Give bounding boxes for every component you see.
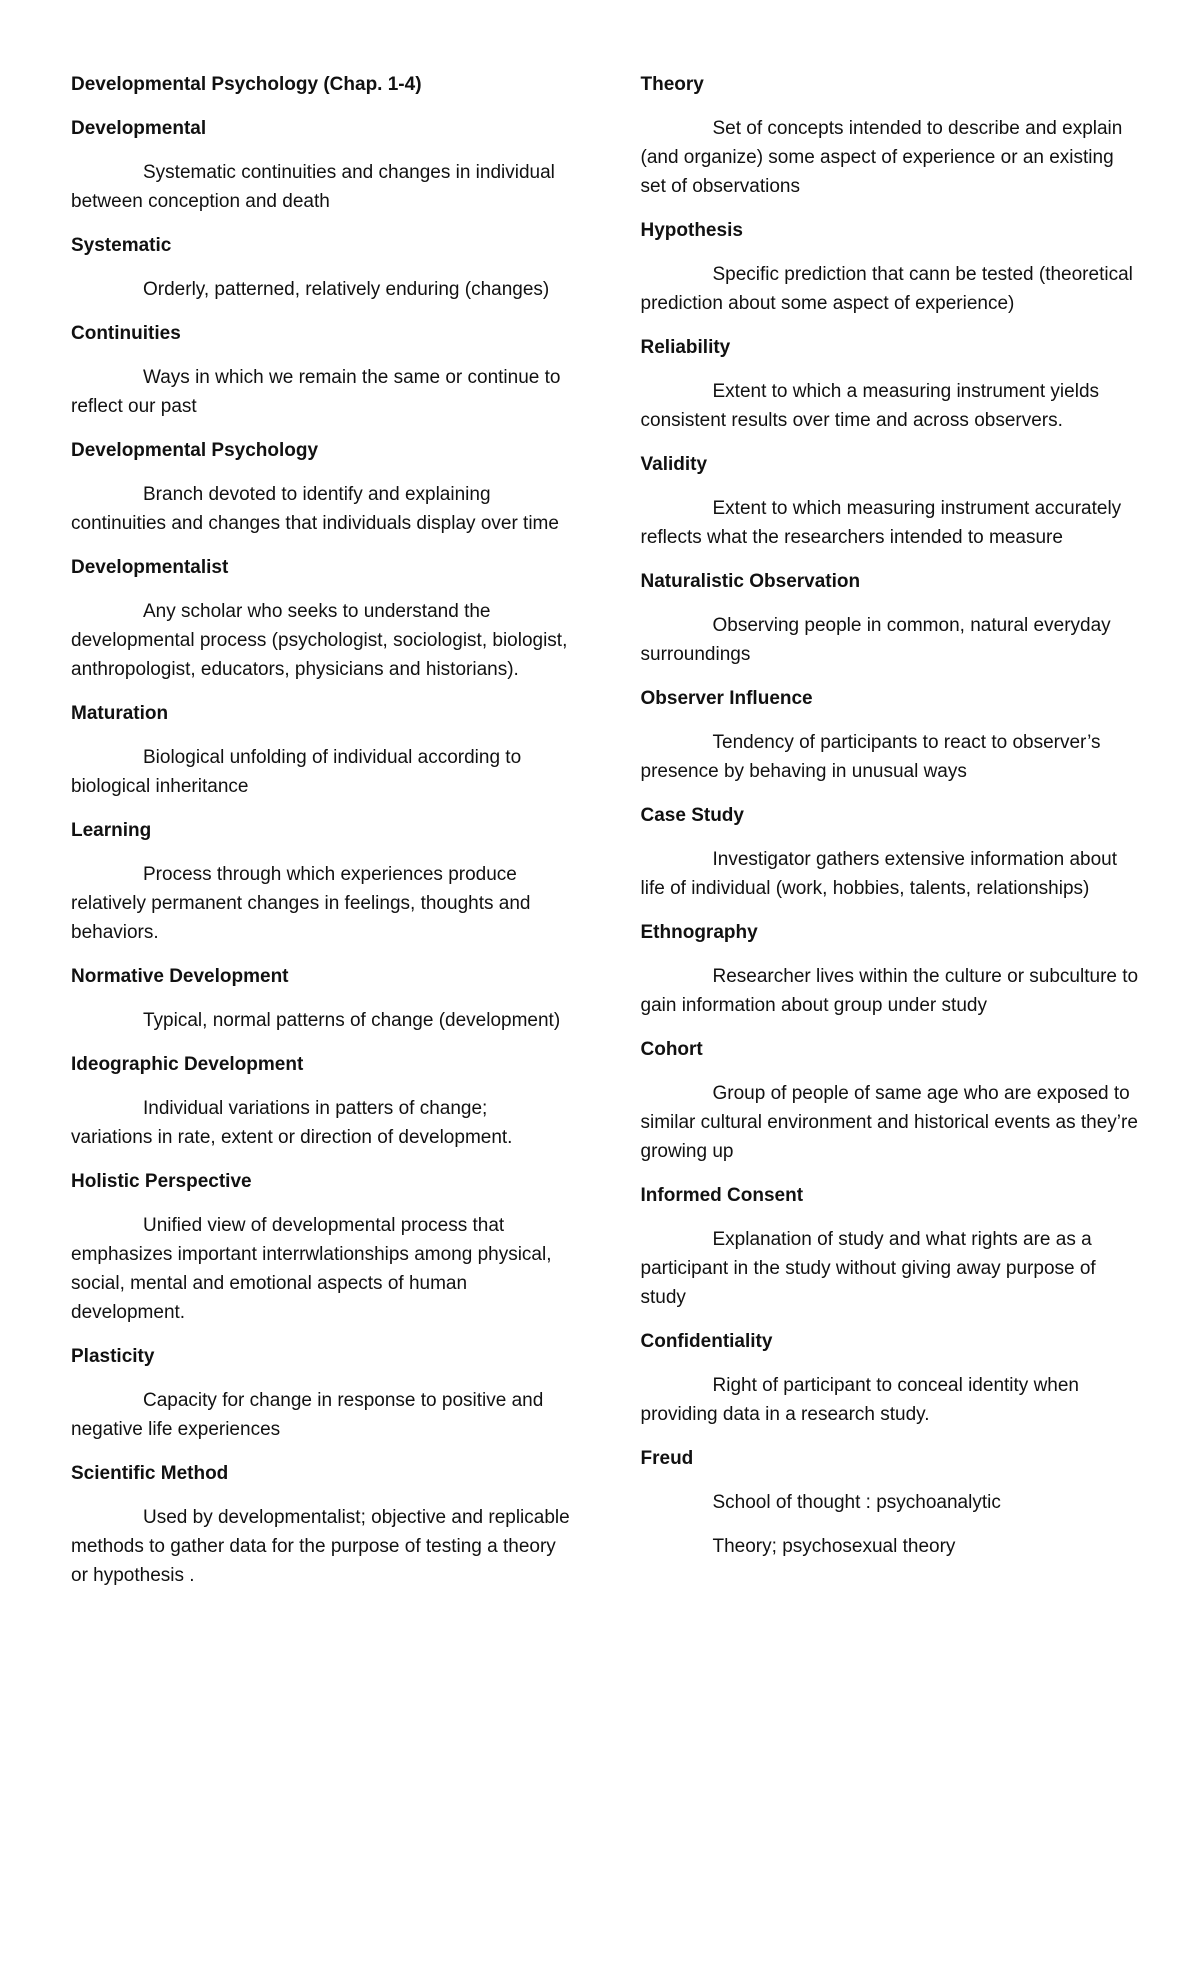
- term-heading: Developmental Psychology: [71, 440, 319, 461]
- term-definition: Individual variations in patters of change; variations in rate, extent or direction of development.: [71, 1098, 513, 1148]
- term-heading: Reliability: [640, 337, 731, 358]
- term-definition: Unified view of developmental process that emphasizes important interrwlationships among physical, social, mental and emotional aspects of human development.: [71, 1215, 552, 1323]
- glossary-entry-developmentalist: [71, 553, 571, 684]
- glossary-entry-developmental: [71, 114, 571, 216]
- term-heading: Developmentalist: [71, 557, 229, 578]
- right-column: [641, 70, 1141, 1976]
- term-definition: School of thought : psychoanalytic: [712, 1492, 1001, 1513]
- term-definition: Typical, normal patterns of change (development): [143, 1010, 561, 1031]
- glossary-entry-learning: [71, 816, 571, 947]
- term-heading: Case Study: [640, 805, 744, 826]
- term-definition: Investigator gathers extensive information about life of individual (work, hobbies, talents, relationships): [640, 849, 1118, 899]
- glossary-entry-ideographic-development: [71, 1050, 571, 1152]
- term-definition: Orderly, patterned, relatively enduring (changes): [143, 279, 550, 300]
- glossary-entry-continuities: [71, 319, 571, 421]
- term-definition: Branch devoted to identify and explaining continuities and changes that individuals display over time: [71, 484, 559, 534]
- term-heading: Validity: [640, 454, 708, 475]
- term-heading: Hypothesis: [640, 220, 743, 241]
- term-definition: Biological unfolding of individual according to biological inheritance: [71, 747, 522, 797]
- term-heading: Observer Influence: [640, 688, 813, 709]
- glossary-entry-scientific-method: [71, 1459, 571, 1590]
- glossary-entry-holistic-perspective: [71, 1167, 571, 1327]
- term-heading: Plasticity: [71, 1346, 155, 1367]
- glossary-entry-ethnography: [641, 918, 1141, 1020]
- glossary-entry-maturation: [71, 699, 571, 801]
- term-definition: Theory; psychosexual theory: [712, 1536, 956, 1557]
- term-definition: Observing people in common, natural everyday surroundings: [640, 615, 1111, 665]
- term-heading: Systematic: [71, 235, 172, 256]
- document-title: Developmental Psychology (Chap. 1-4): [71, 74, 422, 95]
- term-definition: Extent to which measuring instrument accurately reflects what the researchers intended to measure: [640, 498, 1122, 548]
- glossary-entry-naturalistic-observation: [641, 567, 1141, 669]
- term-definition: Group of people of same age who are exposed to similar cultural environment and historical events as they’re growing up: [640, 1083, 1138, 1162]
- glossary-entry-plasticity: [71, 1342, 571, 1444]
- term-heading: Theory: [640, 74, 704, 95]
- term-definition: Right of participant to conceal identity when providing data in a research study.: [640, 1375, 1079, 1425]
- term-heading: Informed Consent: [640, 1185, 804, 1206]
- term-definition: Set of concepts intended to describe and explain (and organize) some aspect of experience or an existing set of observations: [640, 118, 1123, 197]
- glossary-entry-normative-development: [71, 962, 571, 1035]
- term-definition: Used by developmentalist; objective and replicable methods to gather data for the purpose of testing a theory or hypothesis .: [71, 1507, 570, 1586]
- term-heading: Freud: [640, 1448, 694, 1469]
- glossary-entry-developmental-psychology: [71, 436, 571, 538]
- term-heading: Confidentiality: [640, 1331, 773, 1352]
- glossary-entry-theory: [641, 70, 1141, 201]
- term-heading: Holistic Perspective: [71, 1171, 252, 1192]
- glossary-entry-informed-consent: [641, 1181, 1141, 1312]
- term-definition: Tendency of participants to react to observer’s presence by behaving in unusual ways: [640, 732, 1101, 782]
- term-heading: Ethnography: [640, 922, 758, 943]
- glossary-entry-case-study: [641, 801, 1141, 903]
- term-heading: Learning: [71, 820, 152, 841]
- term-definition: Any scholar who seeks to understand the developmental process (psychologist, sociologist, biologist, anthropologist, educators, physicians and historians).: [71, 601, 568, 680]
- glossary-entry-reliability: [641, 333, 1141, 435]
- glossary-entry-systematic: [71, 231, 571, 304]
- term-heading: Maturation: [71, 703, 169, 724]
- term-heading: Ideographic Development: [71, 1054, 304, 1075]
- glossary-entry-validity: [641, 450, 1141, 552]
- term-heading: Normative Development: [71, 966, 289, 987]
- term-definition: Ways in which we remain the same or continue to reflect our past: [71, 367, 561, 417]
- term-definition: Explanation of study and what rights are as a participant in the study without giving away purpose of study: [640, 1229, 1096, 1308]
- glossary-entry-confidentiality: [641, 1327, 1141, 1429]
- term-definition: Extent to which a measuring instrument yields consistent results over time and across observers.: [640, 381, 1100, 431]
- term-heading: Developmental: [71, 118, 207, 139]
- glossary-entry-hypothesis: [641, 216, 1141, 318]
- glossary-entry-observer-influence: [641, 684, 1141, 786]
- term-definition: Researcher lives within the culture or subculture to gain information about group under study: [640, 966, 1139, 1016]
- glossary-entry-cohort: [641, 1035, 1141, 1166]
- term-heading: Scientific Method: [71, 1463, 229, 1484]
- term-definition: Specific prediction that cann be tested (theoretical prediction about some aspect of experience): [640, 264, 1133, 314]
- glossary-entry-freud: [641, 1444, 1141, 1561]
- term-heading: Continuities: [71, 323, 181, 344]
- term-definition: Capacity for change in response to positive and negative life experiences: [71, 1390, 544, 1440]
- term-definition: Systematic continuities and changes in individual between conception and death: [71, 162, 555, 212]
- term-heading: Naturalistic Observation: [640, 571, 861, 592]
- left-column: [71, 70, 571, 1976]
- term-heading: Cohort: [640, 1039, 703, 1060]
- term-definition: Process through which experiences produce relatively permanent changes in feelings, thoughts and behaviors.: [71, 864, 531, 943]
